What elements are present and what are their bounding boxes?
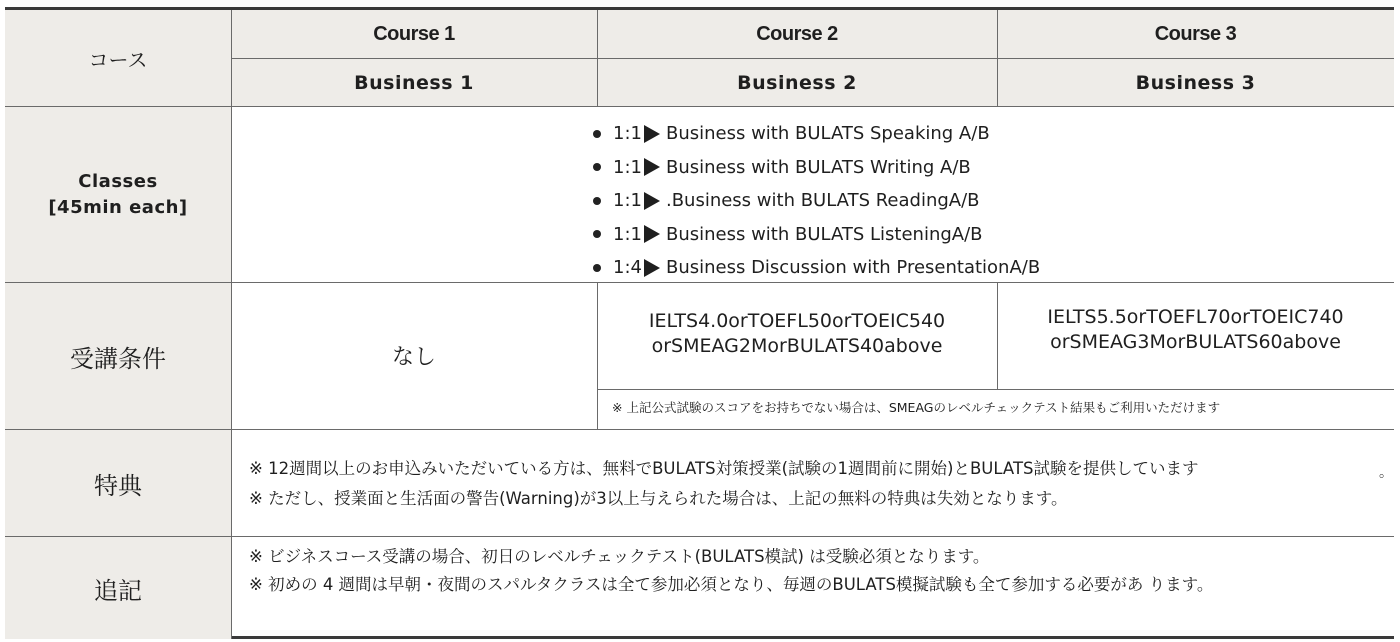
requirement-course-2-cell: [597, 282, 997, 389]
benefits-line-1: ※ 12週間以上のお申込みいただいている方は、無料でBULATS対策授業(試験の1週間前に開始)とBULATS試験を提供しています: [249, 459, 1199, 478]
bullet-icon: [593, 197, 601, 205]
requirement-course-2-line1: IELTS4.0orTOEFL50orTOEIC540: [648, 309, 946, 332]
bullet-icon: [593, 230, 601, 238]
play-triangle-icon: [644, 259, 660, 277]
class-item: [591, 151, 1040, 185]
benefits-label: 特典: [94, 471, 142, 500]
class-name: Business with BULATS Writing A/B: [665, 156, 971, 178]
requirement-note: ※ 上記公式試験のスコアをお持ちでない場合は、SMEAGのレベルチェックテスト結果もご利用いただけます: [612, 400, 1221, 415]
class-ratio: 1:4: [613, 257, 642, 278]
classes-list: [591, 117, 1040, 285]
classes-label-cell: [5, 107, 231, 282]
course-2-title: Course 2: [756, 22, 838, 45]
bullet-icon: [593, 264, 601, 272]
class-name: Business with BULATS Speaking A/B: [665, 123, 990, 144]
class-name: Business Discussion with PresentationA/B: [665, 257, 1041, 278]
classes-label: Classes: [78, 170, 158, 192]
class-ratio: 1:1: [613, 123, 642, 144]
divider: [597, 389, 1394, 390]
bullet-icon: [593, 130, 601, 138]
header-business-1-cell: [231, 59, 597, 106]
header-course-label-cell: [5, 10, 231, 106]
class-ratio: 1:1: [613, 156, 642, 178]
requirement-course-3-line1: IELTS5.5orTOEFL70orTOEIC740: [1047, 305, 1344, 328]
class-name: .Business with BULATS ReadingA/B: [665, 190, 980, 211]
play-triangle-icon: [644, 225, 660, 243]
course-1-title: Course 1: [373, 22, 455, 45]
benefits-line-2: ※ ただし、授業面と生活面の警告(Warning)が3以上与えられた場合は、上記の無料の特典は失効となります。: [249, 489, 1068, 508]
notes-line-1: ※ ビジネスコース受講の場合、初日のレベルチェックテスト(BULATS模試) は受験必須となります。: [249, 547, 990, 566]
class-name: Business with BULATS ListeningA/B: [665, 223, 983, 245]
divider: [5, 536, 1394, 537]
bullet-icon: [593, 163, 601, 171]
divider: [597, 10, 598, 106]
benefits-line-1-tail: 。: [1379, 465, 1393, 481]
requirement-course-3-cell: [997, 282, 1394, 389]
requirement-course-3-line2: orSMEAG3MorBULATS60above: [1050, 330, 1341, 353]
header-business-3-cell: [997, 59, 1394, 106]
class-item: [591, 117, 1040, 151]
business-3-title: Business 3: [1135, 71, 1256, 94]
notes-line-2: ※ 初めの 4 週間は早朝・夜間のスパルタクラスは全て参加必須となり、毎週のBULATS模擬試験も全て参加する必要があ ります。: [249, 575, 1214, 594]
benefits-label-cell: [5, 430, 231, 536]
divider: [231, 58, 1394, 59]
course-3-title: Course 3: [1154, 22, 1237, 45]
classes-duration-label: [45min each]: [48, 196, 188, 218]
header-business-2-cell: [597, 59, 997, 106]
course-table: [5, 7, 1394, 639]
play-triangle-icon: [644, 192, 660, 210]
class-item: [591, 251, 1040, 285]
class-item: [591, 218, 1040, 252]
divider: [5, 429, 1394, 430]
class-ratio: 1:1: [613, 223, 642, 245]
course-row-label: コース: [88, 47, 148, 72]
class-item: [591, 184, 1040, 218]
divider: [997, 10, 998, 106]
play-triangle-icon: [644, 125, 660, 143]
requirement-course-1-cell: [231, 282, 597, 429]
divider: [5, 106, 1394, 107]
play-triangle-icon: [644, 158, 660, 176]
requirements-label-cell: [5, 283, 231, 429]
requirement-course-2-line2: orSMEAG2MorBULATS40above: [651, 334, 943, 357]
class-ratio: 1:1: [613, 190, 642, 211]
header-course-1-cell: [231, 10, 597, 58]
header-course-3-cell: [997, 10, 1394, 58]
requirements-label: 受講条件: [70, 344, 166, 373]
business-2-title: Business 2: [737, 71, 857, 94]
header-course-2-cell: [597, 10, 997, 58]
notes-label-cell: [5, 537, 231, 639]
notes-label: 追記: [94, 576, 142, 605]
requirement-course-1: なし: [391, 345, 436, 370]
business-1-title: Business 1: [354, 71, 474, 94]
